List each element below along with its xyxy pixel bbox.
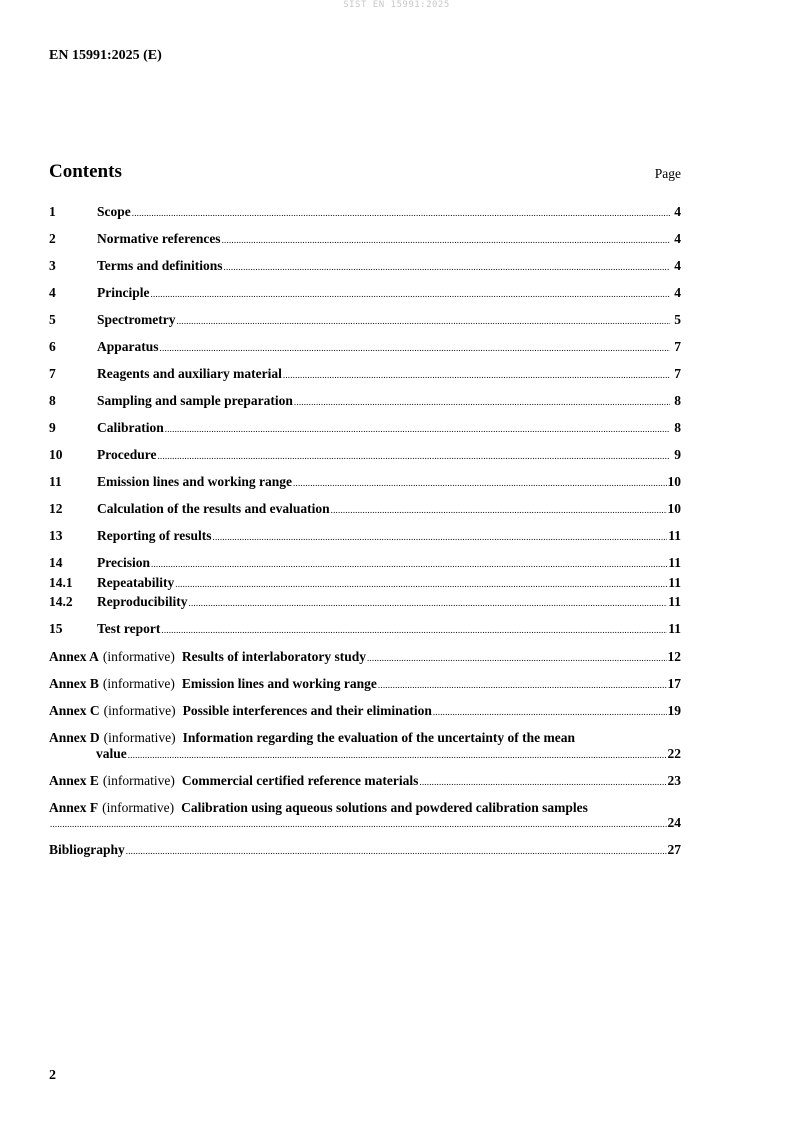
- toc-page: 11: [668, 574, 681, 590]
- toc-title-continued: value: [96, 745, 127, 761]
- dot-leader: [378, 678, 667, 694]
- toc-bibliography[interactable]: [49, 842, 681, 860]
- dot-leader: [283, 368, 670, 384]
- toc-annex-d[interactable]: [49, 730, 681, 763]
- toc-entry-terms-and-definitions[interactable]: [49, 258, 681, 276]
- annex-type: (informative): [102, 799, 175, 815]
- toc-page: 7: [674, 339, 681, 354]
- annex-type: (informative): [102, 649, 175, 664]
- page-number: 2: [49, 1068, 56, 1083]
- dot-leader: [175, 577, 667, 593]
- dot-leader: [128, 748, 667, 764]
- toc-number: 10: [49, 447, 63, 462]
- toc-title: Procedure: [97, 447, 157, 462]
- toc-title: Repeatability: [97, 574, 175, 590]
- dot-leader: [132, 206, 670, 222]
- toc-number: 12: [49, 501, 63, 516]
- toc-page: 5: [674, 312, 681, 327]
- toc-annex-e[interactable]: [49, 773, 681, 791]
- toc-title: Commercial certified reference materials: [181, 772, 419, 788]
- toc-page: 11: [668, 555, 681, 570]
- toc-number: 13: [49, 528, 63, 543]
- annex-type: (informative): [102, 772, 175, 788]
- toc-title: Bibliography: [49, 842, 125, 857]
- dot-leader: [157, 449, 670, 465]
- dot-leader: [224, 260, 670, 276]
- toc-number: 14: [49, 555, 63, 570]
- toc-entry-calibration[interactable]: [49, 420, 681, 438]
- toc-entry-repeatability[interactable]: [49, 575, 681, 593]
- contents-title: Contents: [49, 161, 122, 182]
- toc-number: 8: [49, 393, 56, 408]
- toc-entry-apparatus[interactable]: [49, 339, 681, 357]
- dot-leader: [151, 287, 671, 303]
- dot-leader: [213, 530, 668, 546]
- toc-title: Spectrometry: [97, 312, 176, 327]
- dot-leader: [160, 341, 670, 357]
- toc-entry-calculation[interactable]: [49, 501, 681, 519]
- toc-title: Test report: [97, 621, 161, 636]
- toc-number: 9: [49, 420, 56, 435]
- toc-page: 11: [668, 594, 681, 609]
- toc-title: Emission lines and working range: [97, 474, 293, 489]
- annex-label: Annex E: [49, 772, 99, 788]
- toc-page: 23: [667, 772, 681, 788]
- toc-entry-principle[interactable]: [49, 285, 681, 303]
- dot-leader: [331, 503, 667, 519]
- toc-number: 14.1: [49, 574, 73, 590]
- dot-leader: [165, 422, 670, 438]
- toc-entry-spectrometry[interactable]: [49, 312, 681, 330]
- toc-title: Calibration using aqueous solutions and powdered calibration samples: [181, 799, 588, 815]
- toc-page: 12: [667, 649, 681, 664]
- toc-title: Reproducibility: [97, 594, 188, 609]
- toc-title: Principle: [97, 285, 150, 300]
- toc-title: Reagents and auxiliary material: [97, 366, 282, 381]
- toc-title: Terms and definitions: [97, 258, 223, 273]
- toc-number: 11: [49, 474, 62, 489]
- toc-entry-reproducibility[interactable]: [49, 594, 681, 612]
- toc-entry-test-report[interactable]: [49, 621, 681, 639]
- table-of-contents: [49, 204, 681, 860]
- annex-label: Annex F: [49, 799, 99, 815]
- dot-leader: [419, 775, 666, 791]
- toc-title: Information regarding the evaluation of the uncertainty of the mean: [182, 730, 575, 745]
- dot-leader: [433, 705, 667, 721]
- toc-entry-sampling[interactable]: [49, 393, 681, 411]
- dot-leader: [367, 651, 667, 667]
- dot-leader: [293, 476, 666, 492]
- dot-leader: [126, 844, 667, 860]
- page-column-label: Page: [654, 166, 681, 181]
- toc-page: 11: [668, 621, 681, 636]
- annex-label: Annex D: [49, 730, 100, 745]
- toc-number: 5: [49, 312, 56, 327]
- toc-page: 11: [668, 528, 681, 543]
- dot-leader: [294, 395, 670, 411]
- annex-label: Annex B: [49, 676, 99, 691]
- toc-title: Possible interferences and their elimination: [182, 703, 432, 718]
- toc-page: 4: [674, 285, 681, 300]
- toc-page: 7: [674, 366, 681, 381]
- toc-page: 4: [674, 204, 681, 219]
- toc-number: 14.2: [49, 594, 73, 609]
- toc-entry-scope[interactable]: [49, 204, 681, 222]
- toc-page: 8: [674, 420, 681, 435]
- toc-annex-a[interactable]: [49, 649, 681, 667]
- toc-page: 4: [674, 258, 681, 273]
- annex-type: (informative): [103, 703, 176, 718]
- toc-page: 19: [667, 703, 681, 718]
- document-id: EN 15991:2025 (E): [49, 48, 162, 63]
- toc-number: 7: [49, 366, 56, 381]
- watermark: SIST EN 15991:2025: [343, 0, 450, 10]
- toc-title: Calculation of the results and evaluation: [97, 501, 330, 516]
- toc-page: 8: [674, 393, 681, 408]
- annex-type: (informative): [102, 676, 175, 691]
- toc-title: Emission lines and working range: [181, 676, 377, 691]
- toc-entry-precision[interactable]: [49, 555, 681, 573]
- toc-page: 10: [667, 474, 681, 489]
- toc-entry-normative-references[interactable]: [49, 231, 681, 249]
- toc-title: Calibration: [97, 420, 164, 435]
- annex-type: (informative): [103, 730, 176, 745]
- toc-page: 9: [674, 447, 681, 462]
- toc-title: Apparatus: [97, 339, 159, 354]
- dot-leader: [189, 596, 668, 612]
- toc-annex-f[interactable]: [49, 800, 681, 833]
- dot-leader: [222, 233, 670, 249]
- dot-leader: [151, 557, 667, 573]
- toc-title: Reporting of results: [97, 528, 212, 543]
- dot-leader: [161, 623, 667, 639]
- toc-page: 4: [674, 231, 681, 246]
- toc-entry-emission-lines[interactable]: [49, 474, 681, 492]
- toc-title: Sampling and sample preparation: [97, 393, 293, 408]
- toc-page: 22: [667, 745, 681, 761]
- toc-entry-reporting[interactable]: [49, 528, 681, 546]
- toc-annex-c[interactable]: [49, 703, 681, 721]
- toc-number: 4: [49, 285, 56, 300]
- dot-leader: [50, 817, 667, 833]
- toc-number: 1: [49, 204, 56, 219]
- annex-label: Annex C: [49, 703, 100, 718]
- toc-page: 27: [667, 842, 681, 857]
- toc-page: 17: [667, 676, 681, 691]
- toc-entry-reagents[interactable]: [49, 366, 681, 384]
- toc-number: 3: [49, 258, 56, 273]
- toc-number: 6: [49, 339, 56, 354]
- toc-entry-procedure[interactable]: [49, 447, 681, 465]
- toc-title: Results of interlaboratory study: [181, 649, 366, 664]
- toc-number: 15: [49, 621, 63, 636]
- toc-page: 24: [667, 815, 681, 830]
- toc-title: Scope: [97, 204, 131, 219]
- toc-annex-b[interactable]: [49, 676, 681, 694]
- toc-title: Normative references: [97, 231, 221, 246]
- toc-number: 2: [49, 231, 56, 246]
- toc-page: 10: [667, 501, 681, 516]
- toc-title: Precision: [97, 555, 150, 570]
- annex-label: Annex A: [49, 649, 99, 664]
- dot-leader: [176, 314, 670, 330]
